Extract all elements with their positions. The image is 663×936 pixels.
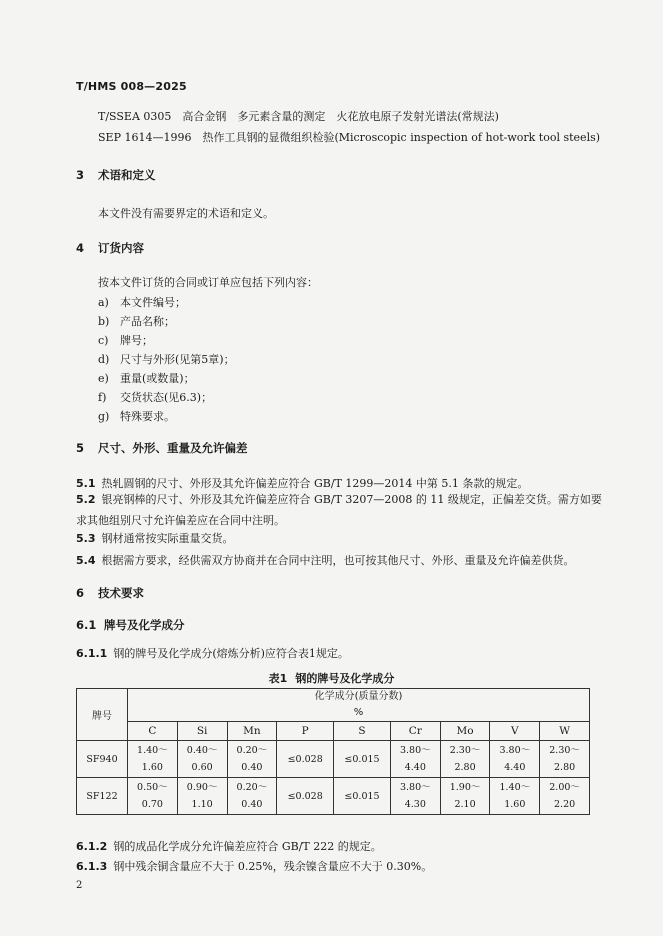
clause-text: 钢的成品化学成分允许偏差应符合 GB/T 222 的规定。 bbox=[113, 840, 382, 853]
clause-5-2 bbox=[76, 489, 608, 531]
table-row bbox=[77, 741, 590, 778]
list-marker: d) bbox=[98, 353, 110, 366]
element-header: P bbox=[277, 722, 334, 741]
value-cell bbox=[227, 741, 277, 778]
value-line: 2.30～ bbox=[549, 745, 580, 756]
list-item bbox=[98, 294, 186, 310]
value-line: 0.50～ bbox=[137, 782, 168, 793]
value-cell bbox=[128, 741, 178, 778]
value-line: 1.40～ bbox=[137, 745, 168, 756]
clause-text: 钢中残余铜含量应不大于 0.25%，残余镍含量应不大于 0.30%。 bbox=[113, 860, 433, 873]
value-cell bbox=[334, 741, 391, 778]
value-line: 0.20～ bbox=[236, 745, 268, 756]
list-item bbox=[98, 332, 153, 348]
list-item bbox=[98, 313, 175, 329]
value-line: 0.70 bbox=[141, 799, 163, 810]
value-line: 0.90～ bbox=[186, 782, 218, 793]
value-line: 3.80～ bbox=[399, 745, 431, 756]
element-header: Si bbox=[177, 722, 227, 741]
list-text: 尺寸与外形(见第5章)； bbox=[120, 353, 235, 366]
value-cell bbox=[128, 778, 178, 815]
section-heading-6 bbox=[76, 585, 144, 601]
element-header: S bbox=[334, 722, 391, 741]
value-line: 2.10 bbox=[454, 799, 476, 810]
value-line: 1.60 bbox=[504, 799, 526, 810]
value-line: 2.20 bbox=[554, 799, 576, 810]
section-number: 4 bbox=[76, 241, 85, 255]
section-4-intro: 按本文件订货的合同或订单应包括下列内容： bbox=[98, 276, 318, 289]
value-cell bbox=[440, 741, 490, 778]
value-line: 2.80 bbox=[454, 762, 476, 773]
value-cell bbox=[390, 741, 440, 778]
element-header: Cr bbox=[390, 722, 440, 741]
clause-text: 根据需方要求，经供需双方协商并在合同中注明，也可按其他尺寸、外形、重量及允许偏差供货。 bbox=[101, 554, 575, 567]
value-line: 1.10 bbox=[191, 799, 213, 810]
value-cell bbox=[540, 778, 590, 815]
value-cell bbox=[390, 778, 440, 815]
composition-header-cell bbox=[128, 689, 590, 722]
element-header: C bbox=[128, 722, 178, 741]
clause-number: 6.1.2 bbox=[76, 840, 108, 853]
value-cell bbox=[490, 778, 540, 815]
value-cell bbox=[440, 778, 490, 815]
value-cell bbox=[277, 741, 334, 778]
value-line: ≤0.015 bbox=[344, 753, 380, 765]
section-heading-3 bbox=[76, 167, 156, 183]
subsection-title: 牌号及化学成分 bbox=[104, 618, 185, 632]
clause-text: 银亮钢棒的尺寸、外形及其允许偏差应符合 GB/T 3207—2008 的 11 级规定，正偏差交货。需方如要求其他组别尺寸允许偏差应在合同中注明。 bbox=[76, 493, 602, 527]
clause-5-3 bbox=[76, 530, 234, 546]
subsection-heading-6-1 bbox=[76, 617, 185, 633]
clause-number: 5.2 bbox=[76, 493, 96, 506]
value-line: 1.90～ bbox=[449, 782, 481, 793]
list-text: 重量(或数量)； bbox=[120, 372, 195, 385]
value-line: 0.40 bbox=[241, 799, 263, 810]
value-line: 0.40～ bbox=[186, 745, 218, 756]
value-line: 3.80～ bbox=[399, 782, 431, 793]
list-text: 特殊要求。 bbox=[120, 410, 175, 423]
section-title: 订货内容 bbox=[98, 241, 144, 255]
clause-number: 6.1.1 bbox=[76, 647, 108, 660]
section-title: 术语和定义 bbox=[98, 168, 156, 182]
list-text: 牌号； bbox=[120, 334, 153, 347]
value-cell bbox=[540, 741, 590, 778]
value-cell bbox=[177, 778, 227, 815]
list-item bbox=[98, 408, 175, 424]
value-line: 1.60 bbox=[141, 762, 163, 773]
value-cell bbox=[490, 741, 540, 778]
standard-code: T/HMS 008—2025 bbox=[76, 80, 187, 93]
value-line: 1.40～ bbox=[499, 782, 531, 793]
list-marker: e) bbox=[98, 372, 109, 385]
clause-5-4 bbox=[76, 552, 575, 568]
table-title: 钢的牌号及化学成分 bbox=[295, 672, 395, 685]
value-line: 2.30～ bbox=[449, 745, 481, 756]
value-line: 0.40 bbox=[241, 762, 263, 773]
section-3-text: 本文件没有需要界定的术语和定义。 bbox=[98, 207, 274, 220]
section-title: 尺寸、外形、重量及允许偏差 bbox=[98, 441, 248, 455]
normative-reference: T/SSEA 0305 高合金钢 多元素含量的测定 火花放电原子发射光谱法(常规法) bbox=[98, 110, 499, 123]
value-line: ≤0.028 bbox=[287, 790, 323, 802]
clause-text: 热轧圆钢的尺寸、外形及其允许偏差应符合 GB/T 1299—2014 中第 5.1 条款的规定。 bbox=[101, 477, 529, 490]
section-heading-4 bbox=[76, 240, 144, 256]
table-header-row bbox=[77, 689, 590, 722]
clause-6-1-3 bbox=[76, 858, 432, 874]
clause-number: 5.4 bbox=[76, 554, 96, 567]
table-caption bbox=[0, 670, 663, 686]
clause-text: 钢的牌号及化学成分(熔炼分析)应符合表1规定。 bbox=[113, 647, 349, 660]
element-header: Mn bbox=[227, 722, 277, 741]
list-item bbox=[98, 389, 212, 405]
section-heading-5 bbox=[76, 440, 248, 456]
clause-text: 钢材通常按实际重量交货。 bbox=[101, 532, 234, 545]
normative-reference: SEP 1614—1996 热作工具钢的显微组织检验(Microscopic inspection of hot-work tool steels) bbox=[98, 131, 601, 144]
list-marker: b) bbox=[98, 315, 110, 328]
clause-number: 5.3 bbox=[76, 532, 96, 545]
element-header: Mo bbox=[440, 722, 490, 741]
section-number: 3 bbox=[76, 168, 85, 182]
table-row bbox=[77, 778, 590, 815]
section-title: 技术要求 bbox=[98, 586, 144, 600]
value-cell bbox=[227, 778, 277, 815]
value-line: ≤0.015 bbox=[344, 790, 380, 802]
value-line: 2.00～ bbox=[549, 782, 580, 793]
table-number: 表1 bbox=[268, 672, 288, 685]
list-item bbox=[98, 370, 195, 386]
chemical-composition-table bbox=[76, 688, 590, 815]
value-line: 3.80～ bbox=[499, 745, 531, 756]
list-marker: g) bbox=[98, 410, 110, 423]
element-header: W bbox=[540, 722, 590, 741]
element-header-row bbox=[77, 722, 590, 741]
composition-unit: % bbox=[353, 707, 364, 718]
value-line: 0.20～ bbox=[236, 782, 268, 793]
element-header: V bbox=[490, 722, 540, 741]
value-line: ≤0.028 bbox=[287, 753, 323, 765]
brand-cell: SF940 bbox=[77, 741, 128, 778]
value-line: 4.30 bbox=[404, 799, 426, 810]
section-number: 5 bbox=[76, 441, 85, 455]
clause-6-1-1 bbox=[76, 645, 349, 661]
value-cell bbox=[277, 778, 334, 815]
clause-6-1-2 bbox=[76, 838, 382, 854]
composition-header-label: 化学成分(质量分数) bbox=[314, 691, 403, 702]
brand-header-cell: 牌号 bbox=[77, 689, 128, 741]
list-marker: c) bbox=[98, 334, 109, 347]
value-cell bbox=[334, 778, 391, 815]
subsection-number: 6.1 bbox=[76, 618, 97, 632]
list-marker: a) bbox=[98, 296, 109, 309]
clause-number: 6.1.3 bbox=[76, 860, 108, 873]
section-number: 6 bbox=[76, 586, 85, 600]
brand-cell: SF122 bbox=[77, 778, 128, 815]
value-line: 4.40 bbox=[504, 762, 526, 773]
list-text: 本文件编号； bbox=[120, 296, 186, 309]
value-line: 0.60 bbox=[191, 762, 213, 773]
list-item bbox=[98, 351, 235, 367]
page-number: 2 bbox=[76, 880, 83, 891]
list-marker: f) bbox=[98, 391, 107, 404]
clause-number: 5.1 bbox=[76, 477, 96, 490]
list-text: 产品名称； bbox=[120, 315, 175, 328]
value-line: 2.80 bbox=[554, 762, 576, 773]
value-line: 4.40 bbox=[404, 762, 426, 773]
value-cell bbox=[177, 741, 227, 778]
list-text: 交货状态(见6.3)； bbox=[120, 391, 213, 404]
